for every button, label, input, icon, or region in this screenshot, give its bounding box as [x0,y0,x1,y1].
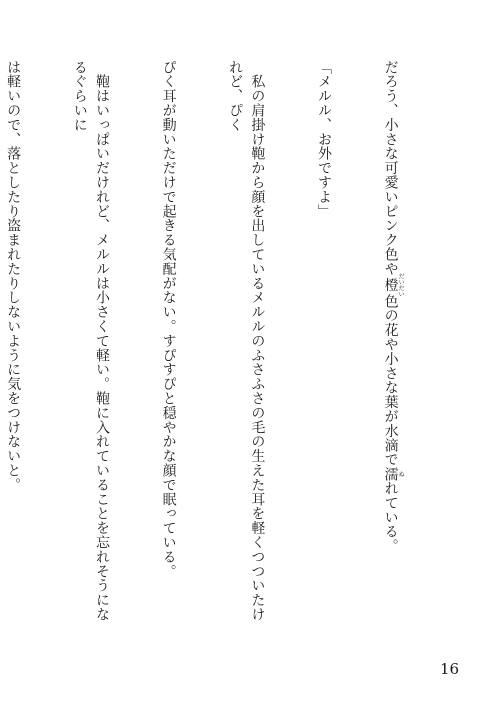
ruby-nu-base: 濡 [382,466,399,482]
text-line-5: 鞄はいっぱいだけれど、メルルは小さくて軽い。鞄に入れていることを忘れそうになるぐらいに [71,60,110,622]
text-line-1-part-c: れている。 [382,481,399,554]
ruby-daidai-reading: だいだい [397,273,405,297]
text-line-4: ぴく耳が動いただけで起きる気配がない。すぴすぴと穏やかな顔で眠っている。 [160,60,177,579]
text-line-1-part-a: だろう、小さな可愛いピンク色や [382,60,399,276]
vertical-text-body [5,60,448,632]
text-line-2: 「メルル、お外ですよ」 [315,60,332,219]
page-number: 16 [440,660,460,678]
text-line-3: 私の肩掛け鞄から顔を出しているメルルのふさふさの毛の生えた耳を軽くつついたけれど、ぴく [227,60,266,622]
text-line-1 [379,60,403,632]
ruby-nu-reading: ぬ [397,466,405,482]
text-line-1-part-b: 色の花や小さな葉が水滴で [382,294,399,467]
ruby-nu [382,466,405,482]
ruby-daidai [382,273,405,297]
text-line-6: は軽いので、落としたり盗まれたりしないように気をつけないと。 [5,60,22,492]
ruby-daidai-base: 橙 [382,273,399,297]
